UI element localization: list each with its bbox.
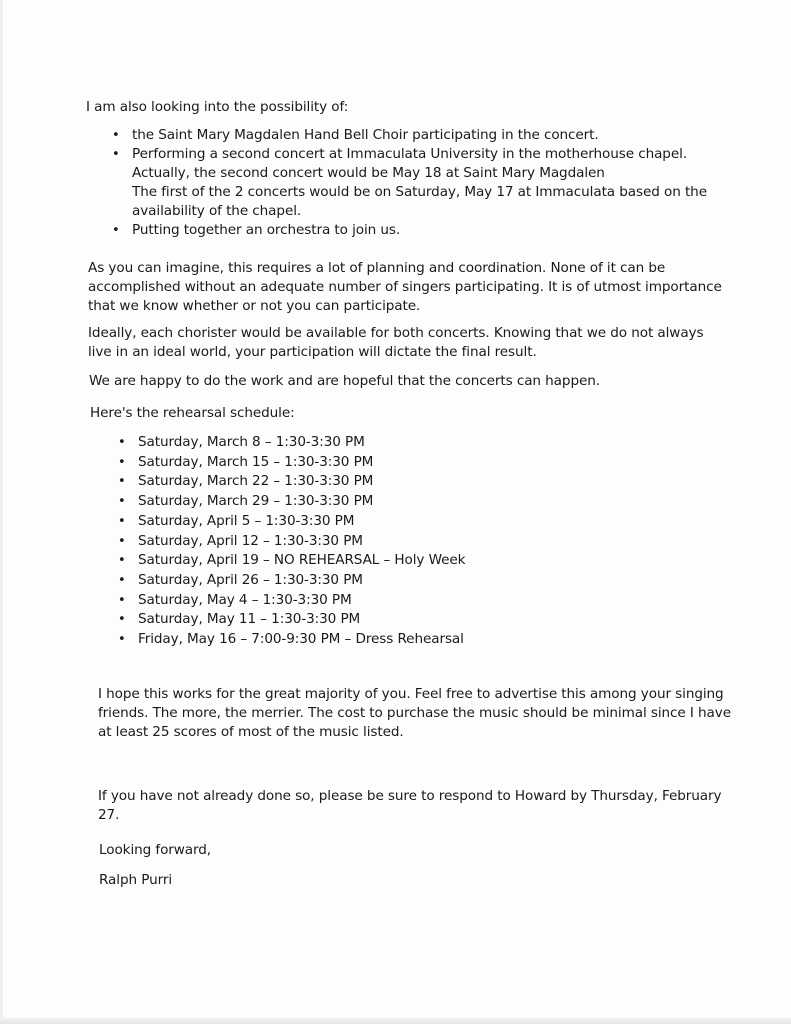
schedule-item: • Saturday, April 19 – NO REHEARSAL – Holy Week	[118, 551, 568, 571]
schedule-item: • Saturday, March 22 – 1:30-3:30 PM	[118, 472, 568, 492]
schedule-item: • Saturday, March 8 – 1:30-3:30 PM	[118, 433, 568, 453]
schedule-item: • Saturday, May 11 – 1:30-3:30 PM	[118, 610, 568, 630]
schedule-item: • Saturday, April 12 – 1:30-3:30 PM	[118, 532, 568, 552]
paragraph-happy: We are happy to do the work and are hopeful that the concerts can happen.	[89, 373, 600, 389]
paragraph-hope: I hope this works for the great majority of you. Feel free to advertise this among your singing friends. The more, the merrier. The cost to purchase the music should be minimal since I have at least 25 scores of most of the music listed.	[98, 686, 731, 740]
closing-line: Looking forward,	[99, 842, 212, 858]
paragraph-ideal: Ideally, each chorister would be available for both concerts. Knowing that we do not always live in an ideal world, your participation will dictate the final result.	[88, 325, 704, 360]
paragraph-respond: If you have not already done so, please be sure to respond to Howard by Thursday, February 27.	[98, 788, 722, 823]
list-item: • the Saint Mary Magdalen Hand Bell Choir participating in the concert.	[112, 126, 718, 145]
schedule-item: • Saturday, March 15 – 1:30-3:30 PM	[118, 453, 568, 473]
possibility-note: The first of the 2 concerts would be on Saturday, May 17 at Immaculata based on the availability of the chapel.	[132, 184, 707, 219]
paragraph-planning: As you can imagine, this requires a lot of planning and coordination. None of it can be accomplished without an adequate number of singers participating. It is of utmost importance that we know whether or not you can participate.	[88, 260, 722, 314]
list-item: • Putting together an orchestra to join us.	[112, 221, 718, 240]
letter-body	[86, 98, 722, 117]
schedule-heading: Here's the rehearsal schedule:	[90, 405, 295, 421]
scan-left-edge	[0, 0, 3, 1024]
schedule-item: • Saturday, May 4 – 1:30-3:30 PM	[118, 591, 568, 611]
schedule-item: • Saturday, March 29 – 1:30-3:30 PM	[118, 492, 568, 512]
schedule-item: • Saturday, April 26 – 1:30-3:30 PM	[118, 571, 568, 591]
schedule-item: • Saturday, April 5 – 1:30-3:30 PM	[118, 512, 568, 532]
signature-name: Ralph Purri	[99, 872, 173, 888]
possibilities-list	[112, 126, 718, 240]
intro-text: I am also looking into the possibility of:	[86, 99, 349, 115]
list-item: • Performing a second concert at Immaculata University in the motherhouse chapel. Actually, the second concert would be May 18 at Saint Mary Magdalen	[112, 145, 718, 183]
rehearsal-schedule	[118, 433, 568, 650]
scan-bottom-edge	[0, 1018, 791, 1024]
schedule-item: • Friday, May 16 – 7:00-9:30 PM – Dress Rehearsal	[118, 630, 568, 650]
